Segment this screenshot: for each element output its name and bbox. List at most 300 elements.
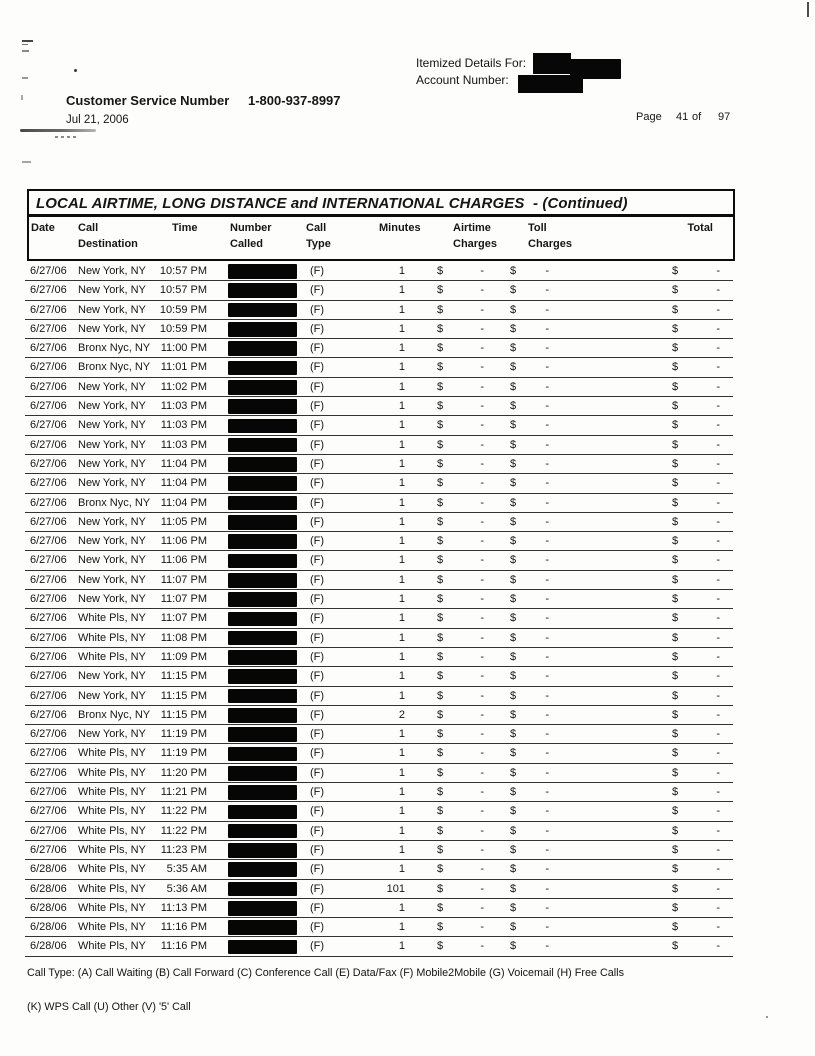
call-time: 10:57 PM: [159, 284, 207, 297]
call-record-row: [25, 339, 733, 358]
call-date: 6/27/06: [30, 786, 67, 799]
call-time: 10:57 PM: [159, 265, 207, 277]
call-record-row: [25, 378, 733, 397]
total-charge-value: -: [716, 824, 720, 837]
total-charge: [672, 474, 720, 493]
call-time: 10:59 PM: [159, 322, 207, 335]
call-record-row: [25, 455, 733, 474]
toll-charge-value: -: [545, 400, 549, 413]
call-record-row: [25, 609, 733, 628]
call-record-row: [25, 706, 733, 725]
redacted-number-called-bar: [228, 631, 297, 646]
redacted-customer-name-bar: [533, 53, 571, 74]
toll-charge: [510, 397, 549, 416]
airtime-charge-value: -: [480, 901, 484, 914]
airtime-charge-value: -: [480, 689, 484, 702]
call-minutes: 1: [398, 901, 405, 914]
total-charge: [672, 725, 720, 744]
currency-symbol: $: [510, 322, 517, 335]
redacted-number-called-bar: [228, 573, 297, 588]
total-charge: [672, 687, 720, 706]
toll-charge-value: -: [545, 940, 549, 953]
total-charge: [672, 339, 720, 358]
page-of-label: of: [692, 111, 702, 123]
total-charge: [672, 281, 720, 300]
call-destination: New York, NY: [78, 554, 146, 567]
call-time: 11:21 PM: [160, 786, 207, 799]
redacted-number-called-bar: [228, 708, 297, 723]
col-header-minutes: Minutes: [379, 222, 421, 234]
currency-symbol: $: [672, 901, 679, 914]
call-record-row: [25, 436, 733, 455]
currency-symbol: $: [437, 265, 444, 277]
call-type: (F): [310, 940, 325, 953]
call-time: 11:01 PM: [160, 361, 207, 374]
call-record-row: [25, 783, 733, 802]
call-date: 6/27/06: [30, 477, 67, 490]
currency-symbol: $: [672, 766, 679, 779]
scan-artifact: [74, 69, 77, 72]
currency-symbol: $: [672, 863, 679, 876]
call-type: (F): [310, 515, 325, 528]
currency-symbol: $: [437, 921, 444, 934]
call-destination: Bronx Nyc, NY: [78, 361, 151, 374]
total-charge-value: -: [716, 747, 720, 760]
call-type: (F): [310, 438, 325, 451]
call-destination: White Pls, NY: [78, 863, 146, 876]
currency-symbol: $: [437, 940, 444, 953]
call-time: 11:04 PM: [160, 496, 207, 509]
airtime-charge-value: -: [480, 650, 484, 663]
call-time: 11:06 PM: [160, 535, 207, 548]
total-charge-value: -: [716, 438, 720, 451]
call-record-row: [25, 551, 733, 570]
toll-charge: [510, 301, 549, 320]
total-charge-value: -: [716, 265, 720, 277]
call-destination: New York, NY: [78, 380, 146, 393]
currency-symbol: $: [437, 342, 444, 355]
call-type: (F): [310, 322, 325, 335]
call-minutes: 1: [398, 863, 405, 876]
call-date: 6/27/06: [30, 457, 67, 470]
toll-charge-value: -: [545, 380, 549, 393]
call-type-legend-line2: (K) WPS Call (U) Other (V) '5' Call: [27, 1001, 191, 1013]
call-time: 11:15 PM: [160, 708, 207, 721]
currency-symbol: $: [510, 689, 517, 702]
currency-symbol: $: [510, 284, 517, 297]
airtime-charge: [437, 358, 484, 377]
toll-charge-value: -: [545, 284, 549, 297]
redacted-number-called-bar: [228, 592, 297, 607]
airtime-charge: [437, 860, 484, 879]
itemized-details-label: Itemized Details For:: [416, 56, 527, 70]
toll-charge-value: -: [545, 708, 549, 721]
total-charge-value: -: [716, 361, 720, 374]
airtime-charge: [437, 339, 484, 358]
currency-symbol: $: [672, 342, 679, 355]
airtime-charge-value: -: [480, 612, 484, 625]
call-destination: New York, NY: [78, 457, 146, 470]
call-date: 6/27/06: [30, 535, 67, 548]
total-charge: [672, 590, 720, 609]
redacted-number-called-bar: [228, 747, 297, 762]
call-date: 6/27/06: [30, 322, 67, 335]
currency-symbol: $: [510, 342, 517, 355]
call-date: 6/27/06: [30, 766, 67, 779]
toll-charge-value: -: [545, 612, 549, 625]
call-record-row: [25, 358, 733, 377]
call-destination: White Pls, NY: [78, 631, 146, 644]
call-destination: Bronx Nyc, NY: [78, 708, 151, 721]
currency-symbol: $: [672, 631, 679, 644]
call-date: 6/28/06: [30, 901, 67, 914]
total-charge: [672, 455, 720, 474]
total-charge-value: -: [716, 400, 720, 413]
currency-symbol: $: [510, 882, 517, 895]
total-charge-value: -: [716, 303, 720, 316]
call-record-row: [25, 667, 733, 686]
currency-symbol: $: [510, 843, 517, 856]
airtime-charge: [437, 436, 484, 455]
currency-symbol: $: [437, 303, 444, 316]
total-charge-value: -: [716, 554, 720, 567]
total-charge: [672, 416, 720, 435]
redacted-number-called-bar: [228, 612, 297, 627]
currency-symbol: $: [672, 940, 679, 953]
airtime-charge: [437, 764, 484, 783]
call-type: (F): [310, 805, 325, 818]
airtime-charge-value: -: [480, 708, 484, 721]
call-date: 6/27/06: [30, 708, 67, 721]
call-type-legend-line1: Call Type: (A) Call Waiting (B) Call Forward (C) Conference Call (E) Data/Fax (F) Mobile2Mobile (G) Voicemail (H) Free Calls: [27, 967, 624, 979]
call-date: 6/27/06: [30, 554, 67, 567]
currency-symbol: $: [672, 882, 679, 895]
redacted-number-called-bar: [228, 341, 297, 356]
total-charge-value: -: [716, 708, 720, 721]
call-date: 6/28/06: [30, 863, 67, 876]
currency-symbol: $: [437, 901, 444, 914]
toll-charge-value: -: [545, 728, 549, 741]
total-charge: [672, 629, 720, 648]
call-type: (F): [310, 901, 325, 914]
currency-symbol: $: [437, 747, 444, 760]
total-charge: [672, 571, 720, 590]
col-header-toll-charges: Toll Charges: [528, 222, 573, 250]
currency-symbol: $: [437, 438, 444, 451]
col-header-number-called: Number Called: [230, 222, 272, 250]
statement-date: Jul 21, 2006: [66, 114, 129, 126]
airtime-charge: [437, 590, 484, 609]
total-charge-value: -: [716, 766, 720, 779]
airtime-charge: [437, 378, 484, 397]
call-record-row: [25, 687, 733, 706]
currency-symbol: $: [510, 593, 517, 606]
call-type: (F): [310, 631, 325, 644]
table-title: LOCAL AIRTIME, LONG DISTANCE and INTERNATIONAL CHARGES - (Continued): [29, 191, 733, 217]
scan-artifact: [22, 40, 33, 42]
airtime-charge: [437, 609, 484, 628]
call-type: (F): [310, 342, 325, 355]
call-minutes: 1: [398, 515, 405, 528]
currency-symbol: $: [437, 766, 444, 779]
airtime-charge-value: -: [480, 843, 484, 856]
airtime-charge: [437, 262, 484, 281]
call-time: 11:07 PM: [160, 573, 207, 586]
currency-symbol: $: [672, 515, 679, 528]
redacted-number-called-bar: [228, 669, 297, 684]
currency-symbol: $: [437, 612, 444, 625]
call-minutes: 1: [398, 728, 405, 741]
currency-symbol: $: [510, 631, 517, 644]
call-minutes: 1: [398, 284, 405, 297]
toll-charge-value: -: [545, 670, 549, 683]
currency-symbol: $: [672, 843, 679, 856]
call-type: (F): [310, 477, 325, 490]
toll-charge: [510, 262, 549, 281]
call-type: (F): [310, 882, 325, 895]
currency-symbol: $: [437, 419, 444, 432]
call-minutes: 1: [398, 824, 405, 837]
call-destination: New York, NY: [78, 728, 146, 741]
call-record-row: [25, 416, 733, 435]
call-date: 6/27/06: [30, 361, 67, 374]
currency-symbol: $: [437, 786, 444, 799]
currency-symbol: $: [510, 457, 517, 470]
total-charge-value: -: [716, 786, 720, 799]
total-charge-value: -: [716, 322, 720, 335]
call-type: (F): [310, 380, 325, 393]
currency-symbol: $: [672, 535, 679, 548]
call-time: 11:19 PM: [160, 747, 207, 760]
total-charge-value: -: [716, 843, 720, 856]
toll-charge: [510, 860, 549, 879]
call-destination: New York, NY: [78, 535, 146, 548]
airtime-charge: [437, 744, 484, 763]
redacted-number-called-bar: [228, 650, 297, 665]
call-type: (F): [310, 747, 325, 760]
redacted-number-called-bar: [228, 843, 297, 858]
toll-charge-value: -: [545, 322, 549, 335]
toll-charge-value: -: [545, 805, 549, 818]
redacted-number-called-bar: [228, 419, 297, 434]
currency-symbol: $: [672, 361, 679, 374]
airtime-charge: [437, 301, 484, 320]
toll-charge: [510, 667, 549, 686]
total-charge-value: -: [716, 593, 720, 606]
call-date: 6/27/06: [30, 631, 67, 644]
scan-artifact: [55, 136, 77, 138]
call-destination: White Pls, NY: [78, 921, 146, 934]
call-record-row: [25, 880, 733, 899]
call-time: 11:09 PM: [160, 650, 207, 663]
redacted-number-called-bar: [228, 457, 297, 472]
call-record-row: [25, 320, 733, 339]
airtime-charge-value: -: [480, 322, 484, 335]
currency-symbol: $: [437, 882, 444, 895]
airtime-charge: [437, 937, 484, 956]
call-destination: White Pls, NY: [78, 901, 146, 914]
currency-symbol: $: [672, 380, 679, 393]
toll-charge: [510, 918, 549, 937]
airtime-charge-value: -: [480, 670, 484, 683]
call-destination: New York, NY: [78, 284, 146, 297]
total-charge-value: -: [716, 284, 720, 297]
currency-symbol: $: [510, 708, 517, 721]
currency-symbol: $: [672, 265, 679, 277]
col-header-call-destination: Call Destination: [78, 222, 138, 250]
airtime-charge-value: -: [480, 303, 484, 316]
col-header-airtime-charges: Airtime Charges: [453, 222, 498, 250]
page-total: 97: [718, 111, 731, 123]
toll-charge: [510, 609, 549, 628]
call-date: 6/27/06: [30, 400, 67, 413]
call-minutes: 1: [398, 438, 405, 451]
call-destination: Bronx Nyc, NY: [78, 496, 151, 509]
call-destination: White Pls, NY: [78, 940, 146, 953]
call-type: (F): [310, 843, 325, 856]
airtime-charge-value: -: [480, 921, 484, 934]
total-charge-value: -: [716, 477, 720, 490]
airtime-charge-value: -: [480, 438, 484, 451]
total-charge: [672, 320, 720, 339]
toll-charge: [510, 725, 549, 744]
toll-charge: [510, 513, 549, 532]
total-charge-value: -: [716, 573, 720, 586]
call-destination: White Pls, NY: [78, 824, 146, 837]
currency-symbol: $: [510, 361, 517, 374]
total-charge: [672, 899, 720, 918]
toll-charge-value: -: [545, 265, 549, 277]
call-destination: New York, NY: [78, 322, 146, 335]
call-destination: White Pls, NY: [78, 805, 146, 818]
toll-charge: [510, 281, 549, 300]
toll-charge: [510, 339, 549, 358]
airtime-charge: [437, 571, 484, 590]
toll-charge-value: -: [545, 457, 549, 470]
toll-charge-value: -: [545, 515, 549, 528]
currency-symbol: $: [510, 901, 517, 914]
call-destination: New York, NY: [78, 400, 146, 413]
toll-charge: [510, 880, 549, 899]
call-time: 11:13 PM: [160, 901, 207, 914]
currency-symbol: $: [437, 515, 444, 528]
call-type: (F): [310, 689, 325, 702]
toll-charge: [510, 416, 549, 435]
toll-charge-value: -: [545, 689, 549, 702]
call-time: 11:23 PM: [160, 843, 207, 856]
call-type: (F): [310, 766, 325, 779]
call-minutes: 1: [398, 496, 405, 509]
call-minutes: 1: [398, 535, 405, 548]
charges-table-header-box: [27, 189, 735, 261]
redacted-number-called-bar: [228, 264, 297, 279]
toll-charge-value: -: [545, 843, 549, 856]
total-charge-value: -: [716, 496, 720, 509]
call-minutes: 2: [398, 708, 405, 721]
currency-symbol: $: [672, 728, 679, 741]
redacted-number-called-bar: [228, 303, 297, 318]
currency-symbol: $: [437, 863, 444, 876]
total-charge-value: -: [716, 380, 720, 393]
toll-charge-value: -: [545, 361, 549, 374]
airtime-charge: [437, 899, 484, 918]
redacted-number-called-bar: [228, 361, 297, 376]
scan-artifact: [22, 44, 28, 45]
redacted-number-called-bar: [228, 322, 297, 337]
customer-service-number: 1-800-937-8997: [248, 93, 341, 108]
call-record-row: [25, 744, 733, 763]
airtime-charge: [437, 513, 484, 532]
redacted-number-called-bar: [228, 534, 297, 549]
currency-symbol: $: [510, 805, 517, 818]
currency-symbol: $: [672, 708, 679, 721]
airtime-charge-value: -: [480, 284, 484, 297]
call-minutes: 1: [398, 786, 405, 799]
airtime-charge-value: -: [480, 593, 484, 606]
currency-symbol: $: [672, 805, 679, 818]
col-header-total: Total: [687, 222, 713, 234]
call-record-row: [25, 899, 733, 918]
airtime-charge-value: -: [480, 786, 484, 799]
call-destination: White Pls, NY: [78, 766, 146, 779]
toll-charge-value: -: [545, 921, 549, 934]
call-date: 6/27/06: [30, 496, 67, 509]
total-charge-value: -: [716, 863, 720, 876]
call-record-row: [25, 513, 733, 532]
currency-symbol: $: [672, 689, 679, 702]
toll-charge-value: -: [545, 438, 549, 451]
toll-charge: [510, 783, 549, 802]
total-charge: [672, 860, 720, 879]
total-charge-value: -: [716, 342, 720, 355]
call-type: (F): [310, 496, 325, 509]
toll-charge-value: -: [545, 747, 549, 760]
total-charge: [672, 822, 720, 841]
airtime-charge-value: -: [480, 940, 484, 953]
currency-symbol: $: [672, 554, 679, 567]
total-charge-value: -: [716, 901, 720, 914]
toll-charge-value: -: [545, 496, 549, 509]
redacted-number-called-bar: [228, 727, 297, 742]
currency-symbol: $: [672, 496, 679, 509]
airtime-charge-value: -: [480, 863, 484, 876]
currency-symbol: $: [510, 863, 517, 876]
call-time: 11:22 PM: [160, 805, 207, 818]
call-date: 6/27/06: [30, 419, 67, 432]
toll-charge-value: -: [545, 631, 549, 644]
call-minutes: 1: [398, 342, 405, 355]
call-destination: White Pls, NY: [78, 882, 146, 895]
call-time: 11:05 PM: [160, 515, 207, 528]
call-type: (F): [310, 824, 325, 837]
call-type: (F): [310, 573, 325, 586]
call-minutes: 1: [398, 457, 405, 470]
toll-charge: [510, 320, 549, 339]
call-date: 6/27/06: [30, 650, 67, 663]
currency-symbol: $: [437, 631, 444, 644]
total-charge: [672, 918, 720, 937]
currency-symbol: $: [510, 535, 517, 548]
call-record-row: [25, 532, 733, 551]
call-type: (F): [310, 554, 325, 567]
call-record-row: [25, 397, 733, 416]
call-type: (F): [310, 265, 325, 277]
currency-symbol: $: [510, 380, 517, 393]
call-destination: New York, NY: [78, 515, 146, 528]
redacted-number-called-bar: [228, 496, 297, 511]
total-charge-value: -: [716, 689, 720, 702]
call-minutes: 1: [398, 419, 405, 432]
